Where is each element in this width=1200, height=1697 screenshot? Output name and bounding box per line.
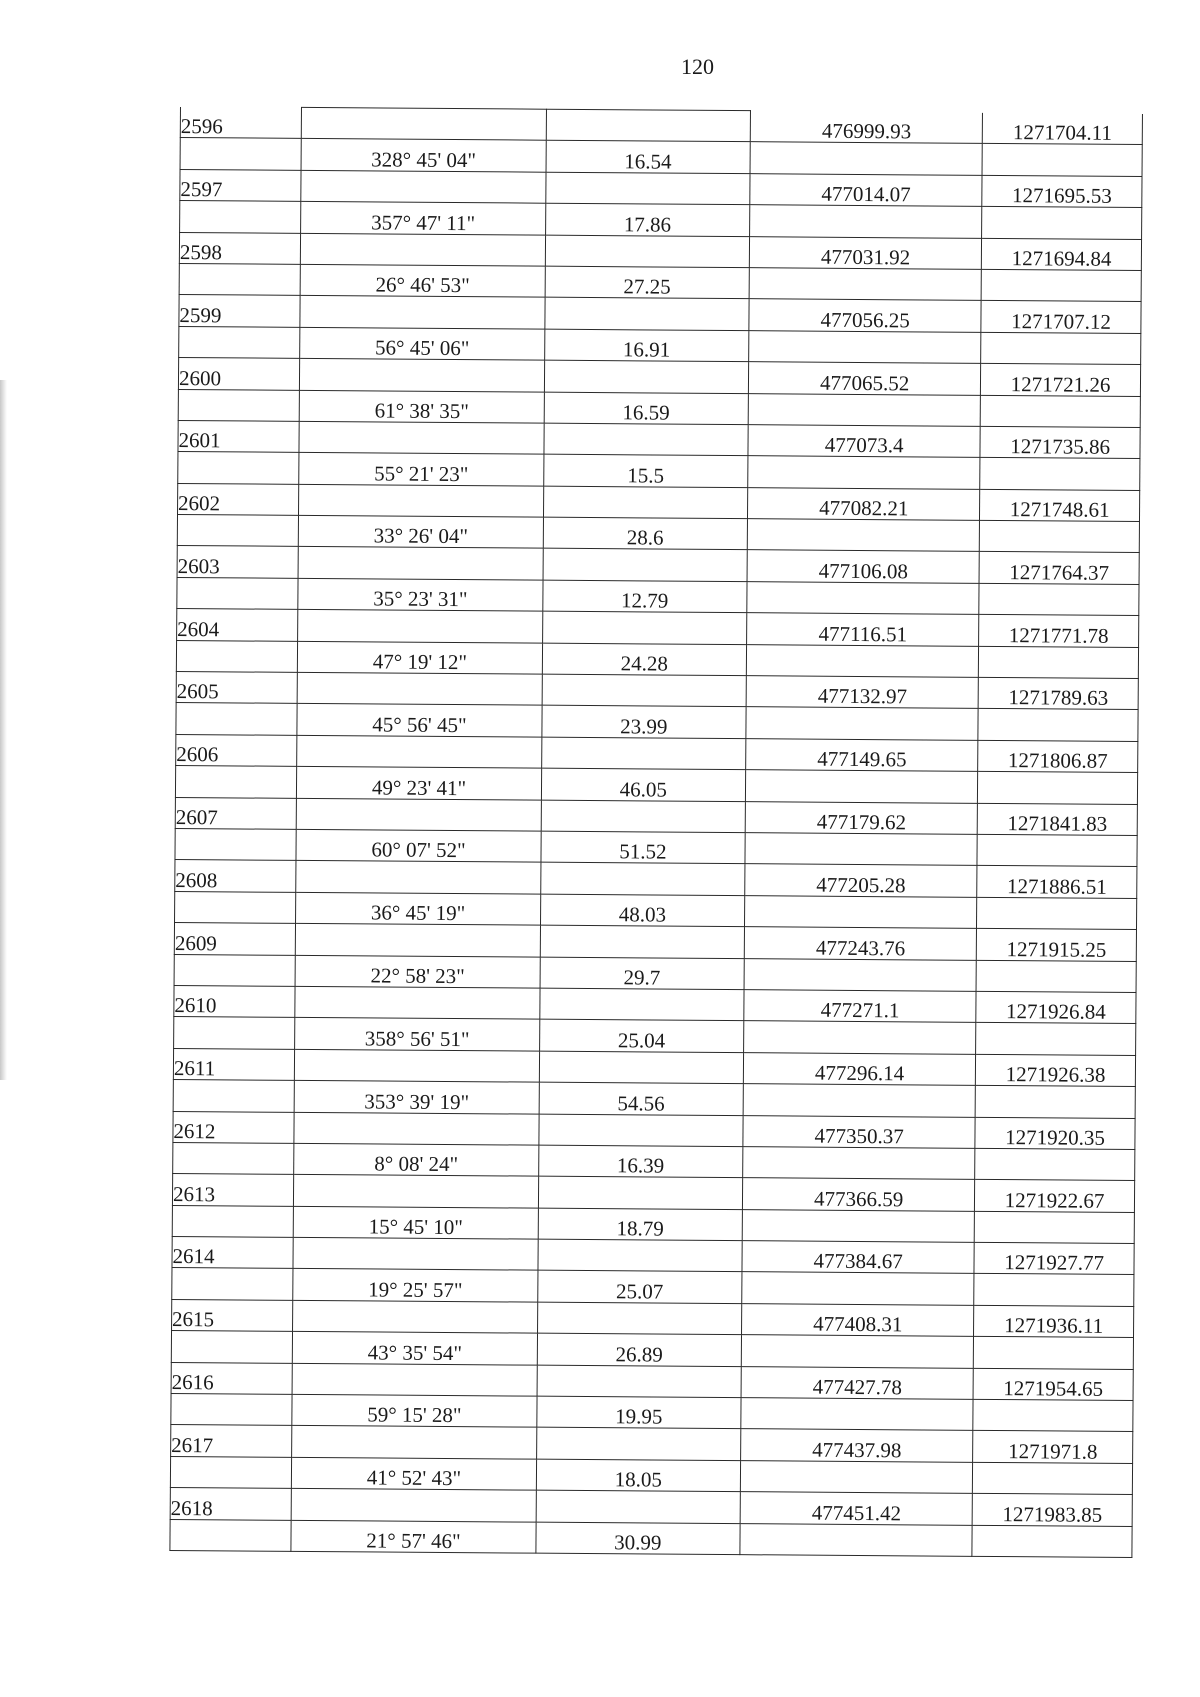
northing-cell-empty bbox=[749, 268, 981, 301]
distance-cell: 25.04 bbox=[539, 1019, 744, 1052]
easting-cell-empty bbox=[982, 144, 1142, 177]
northing-cell-empty bbox=[748, 456, 980, 489]
northing-cell: 477384.67 bbox=[742, 1241, 974, 1274]
bearing-cell-empty bbox=[295, 986, 539, 1019]
easting-cell: 1271936.11 bbox=[974, 1305, 1134, 1338]
northing-cell: 477082.21 bbox=[748, 487, 980, 520]
easting-cell: 1271694.84 bbox=[982, 238, 1142, 271]
station-id-cell-empty bbox=[172, 1268, 294, 1300]
easting-cell-empty bbox=[979, 646, 1139, 679]
northing-cell-empty bbox=[742, 1272, 974, 1305]
distance-cell-empty bbox=[546, 109, 751, 142]
easting-cell-empty bbox=[980, 395, 1140, 428]
distance-cell-empty bbox=[544, 360, 749, 393]
station-id-cell: 2602 bbox=[178, 483, 300, 515]
bearing-cell: 55° 21' 23" bbox=[299, 453, 543, 486]
traverse-table-body bbox=[170, 107, 1143, 1558]
bearing-cell: 15° 45' 10" bbox=[294, 1206, 538, 1239]
station-id-cell: 2598 bbox=[179, 232, 301, 264]
bearing-cell-empty bbox=[301, 170, 545, 203]
distance-cell-empty bbox=[545, 235, 750, 268]
northing-cell-empty bbox=[749, 330, 981, 363]
distance-cell: 48.03 bbox=[540, 894, 745, 927]
station-id-cell-empty bbox=[180, 201, 302, 233]
bearing-cell: 22° 58' 23" bbox=[296, 955, 540, 988]
distance-cell-empty bbox=[543, 486, 748, 519]
scan-edge-shadow bbox=[0, 380, 7, 1080]
distance-cell-empty bbox=[537, 1239, 742, 1272]
easting-cell: 1271704.11 bbox=[982, 112, 1142, 145]
distance-cell: 46.05 bbox=[541, 768, 746, 801]
station-id-cell-empty bbox=[177, 577, 299, 609]
station-id-cell: 2607 bbox=[175, 797, 297, 829]
distance-cell: 18.05 bbox=[536, 1459, 741, 1492]
easting-cell: 1271927.77 bbox=[974, 1242, 1134, 1275]
distance-cell: 16.54 bbox=[546, 141, 751, 174]
bearing-cell: 49° 23' 41" bbox=[297, 767, 541, 800]
easting-cell-empty bbox=[973, 1462, 1133, 1495]
bearing-cell-empty bbox=[297, 735, 541, 768]
northing-cell-empty bbox=[745, 895, 977, 928]
bearing-cell: 33° 26' 04" bbox=[299, 515, 543, 548]
northing-cell: 477014.07 bbox=[750, 173, 982, 206]
bearing-cell: 19° 25' 57" bbox=[293, 1269, 537, 1302]
distance-cell-empty bbox=[536, 1428, 741, 1461]
northing-cell: 477116.51 bbox=[747, 613, 979, 646]
bearing-cell-empty bbox=[298, 672, 542, 705]
station-id-cell-empty bbox=[179, 326, 301, 358]
distance-cell: 16.91 bbox=[544, 329, 749, 362]
station-id-cell-empty bbox=[175, 828, 297, 860]
bearing-cell-empty bbox=[293, 1237, 537, 1270]
easting-cell: 1271971.8 bbox=[973, 1431, 1133, 1464]
easting-cell-empty bbox=[974, 1211, 1134, 1244]
station-id-cell: 2614 bbox=[172, 1237, 294, 1269]
distance-cell-empty bbox=[542, 611, 747, 644]
easting-cell-empty bbox=[979, 583, 1139, 616]
easting-cell: 1271789.63 bbox=[978, 677, 1138, 710]
bearing-cell-empty bbox=[298, 610, 542, 643]
easting-cell: 1271983.85 bbox=[972, 1494, 1132, 1527]
bearing-cell: 358° 56' 51" bbox=[295, 1018, 539, 1051]
easting-cell: 1271707.12 bbox=[981, 301, 1141, 334]
traverse-table bbox=[169, 106, 1143, 1558]
easting-cell: 1271954.65 bbox=[973, 1368, 1133, 1401]
distance-cell-empty bbox=[537, 1365, 742, 1398]
distance-cell: 29.7 bbox=[540, 957, 745, 990]
distance-cell: 51.52 bbox=[540, 831, 745, 864]
distance-cell-empty bbox=[540, 925, 745, 958]
distance-cell-empty bbox=[539, 1051, 744, 1084]
distance-cell-empty bbox=[540, 863, 745, 896]
station-id-cell-empty bbox=[172, 1205, 294, 1237]
northing-cell-empty bbox=[741, 1335, 973, 1368]
northing-cell: 477106.08 bbox=[747, 550, 979, 583]
distance-cell: 19.95 bbox=[536, 1396, 741, 1429]
northing-cell: 477073.4 bbox=[748, 425, 980, 458]
distance-cell-empty bbox=[538, 1114, 743, 1147]
distance-cell-empty bbox=[541, 800, 746, 833]
traverse-table-container bbox=[169, 106, 1143, 1558]
station-id-cell: 2601 bbox=[178, 420, 300, 452]
station-id-cell: 2608 bbox=[175, 860, 297, 892]
station-id-cell: 2618 bbox=[170, 1488, 292, 1520]
bearing-cell: 36° 45' 19" bbox=[296, 892, 540, 925]
northing-cell-empty bbox=[741, 1460, 973, 1493]
distance-cell: 24.28 bbox=[542, 643, 747, 676]
easting-cell: 1271735.86 bbox=[980, 426, 1140, 459]
bearing-cell-empty bbox=[301, 233, 545, 266]
bearing-cell: 328° 45' 04" bbox=[302, 139, 546, 172]
northing-cell-empty bbox=[750, 205, 982, 238]
easting-cell-empty bbox=[975, 1085, 1135, 1118]
bearing-cell-empty bbox=[297, 798, 541, 831]
northing-cell-empty bbox=[748, 393, 980, 426]
station-id-cell: 2605 bbox=[176, 672, 298, 704]
northing-cell-empty bbox=[746, 707, 978, 740]
northing-cell-empty bbox=[742, 1209, 974, 1242]
distance-cell: 12.79 bbox=[542, 580, 747, 613]
distance-cell: 27.25 bbox=[545, 266, 750, 299]
bearing-cell-empty bbox=[299, 484, 543, 517]
station-id-cell-empty bbox=[174, 954, 296, 986]
easting-cell-empty bbox=[974, 1274, 1134, 1307]
station-id-cell-empty bbox=[176, 703, 298, 735]
easting-cell-empty bbox=[979, 520, 1139, 553]
station-id-cell: 2610 bbox=[174, 985, 296, 1017]
bearing-cell: 41° 52' 43" bbox=[292, 1457, 536, 1490]
station-id-cell: 2613 bbox=[172, 1174, 294, 1206]
northing-cell: 477366.59 bbox=[743, 1178, 975, 1211]
northing-cell: 477149.65 bbox=[746, 738, 978, 771]
bearing-cell-empty bbox=[299, 547, 543, 580]
northing-cell-empty bbox=[750, 142, 982, 175]
station-id-cell: 2615 bbox=[172, 1299, 294, 1331]
bearing-cell: 60° 07' 52" bbox=[296, 829, 540, 862]
distance-cell-empty bbox=[542, 674, 747, 707]
northing-cell: 477031.92 bbox=[750, 236, 982, 269]
distance-cell-empty bbox=[543, 549, 748, 582]
bearing-cell-empty bbox=[295, 1049, 539, 1082]
easting-cell-empty bbox=[980, 458, 1140, 491]
easting-cell-empty bbox=[976, 1023, 1136, 1056]
station-id-cell-empty bbox=[171, 1393, 293, 1425]
easting-cell-empty bbox=[981, 332, 1141, 365]
bearing-cell: 357° 47' 11" bbox=[301, 202, 545, 235]
bearing-cell: 45° 56' 45" bbox=[297, 704, 541, 737]
station-id-cell-empty bbox=[173, 1080, 295, 1112]
northing-cell-empty bbox=[746, 770, 978, 803]
distance-cell: 30.99 bbox=[535, 1522, 740, 1555]
northing-cell: 477271.1 bbox=[744, 990, 976, 1023]
bearing-cell: 21° 57' 46" bbox=[291, 1520, 535, 1553]
distance-cell: 26.89 bbox=[537, 1333, 742, 1366]
page-number: 120 bbox=[681, 54, 714, 79]
bearing-cell-empty bbox=[296, 861, 540, 894]
station-id-cell: 2599 bbox=[179, 295, 301, 327]
northing-cell: 477350.37 bbox=[743, 1115, 975, 1148]
distance-cell: 28.6 bbox=[543, 517, 748, 550]
station-id-cell-empty bbox=[175, 766, 297, 798]
northing-cell: 477205.28 bbox=[745, 864, 977, 897]
station-id-cell-empty bbox=[178, 389, 300, 421]
easting-cell: 1271841.83 bbox=[977, 803, 1137, 836]
bearing-cell-empty bbox=[294, 1112, 538, 1145]
bearing-cell: 61° 38' 35" bbox=[300, 390, 544, 423]
bearing-cell-empty bbox=[293, 1300, 537, 1333]
distance-cell-empty bbox=[539, 988, 744, 1021]
northing-cell-empty bbox=[747, 519, 979, 552]
bearing-cell: 43° 35' 54" bbox=[293, 1332, 537, 1365]
bearing-cell-empty bbox=[292, 1426, 536, 1459]
distance-cell: 15.5 bbox=[543, 454, 748, 487]
bearing-cell: 26° 46' 53" bbox=[301, 264, 545, 297]
easting-cell-empty bbox=[981, 269, 1141, 302]
easting-cell: 1271922.67 bbox=[975, 1180, 1135, 1213]
station-id-cell: 2596 bbox=[180, 107, 302, 139]
bearing-cell-empty bbox=[293, 1363, 537, 1396]
station-id-cell: 2616 bbox=[171, 1362, 293, 1394]
bearing-cell: 353° 39' 19" bbox=[295, 1080, 539, 1113]
station-id-cell: 2600 bbox=[178, 358, 300, 390]
distance-cell-empty bbox=[537, 1302, 742, 1335]
northing-cell-empty bbox=[747, 582, 979, 615]
easting-cell-empty bbox=[975, 1148, 1135, 1181]
station-id-cell-empty bbox=[173, 1142, 295, 1174]
northing-cell: 477427.78 bbox=[741, 1366, 973, 1399]
bearing-cell-empty bbox=[300, 296, 544, 329]
bearing-cell-empty bbox=[300, 359, 544, 392]
northing-cell-empty bbox=[743, 1147, 975, 1180]
northing-cell-empty bbox=[745, 833, 977, 866]
station-id-cell: 2604 bbox=[177, 609, 299, 641]
northing-cell: 477408.31 bbox=[742, 1303, 974, 1336]
northing-cell: 477065.52 bbox=[749, 362, 981, 395]
distance-cell-empty bbox=[543, 423, 748, 456]
distance-cell-empty bbox=[545, 172, 750, 205]
northing-cell: 477437.98 bbox=[741, 1429, 973, 1462]
northing-cell: 477451.42 bbox=[740, 1492, 972, 1525]
northing-cell-empty bbox=[743, 1084, 975, 1117]
easting-cell-empty bbox=[973, 1337, 1133, 1370]
station-id-cell-empty bbox=[176, 640, 298, 672]
bearing-cell: 59° 15' 28" bbox=[292, 1394, 536, 1427]
station-id-cell-empty bbox=[171, 1331, 293, 1363]
distance-cell: 23.99 bbox=[541, 706, 746, 739]
easting-cell-empty bbox=[978, 709, 1138, 742]
station-id-cell: 2611 bbox=[173, 1048, 295, 1080]
distance-cell: 18.79 bbox=[538, 1208, 743, 1241]
easting-cell: 1271771.78 bbox=[979, 615, 1139, 648]
station-id-cell: 2597 bbox=[180, 169, 302, 201]
station-id-cell: 2617 bbox=[171, 1425, 293, 1457]
easting-cell-empty bbox=[978, 772, 1138, 805]
station-id-cell-empty bbox=[170, 1519, 292, 1551]
distance-cell: 16.59 bbox=[544, 392, 749, 425]
distance-cell-empty bbox=[536, 1490, 741, 1523]
easting-cell-empty bbox=[973, 1399, 1133, 1432]
distance-cell: 16.39 bbox=[538, 1145, 743, 1178]
easting-cell: 1271920.35 bbox=[975, 1117, 1135, 1150]
easting-cell: 1271926.84 bbox=[976, 991, 1136, 1024]
northing-cell: 477243.76 bbox=[744, 927, 976, 960]
bearing-cell-empty bbox=[299, 421, 543, 454]
northing-cell-empty bbox=[744, 958, 976, 991]
northing-cell-empty bbox=[741, 1398, 973, 1431]
distance-cell: 25.07 bbox=[537, 1271, 742, 1304]
northing-cell: 477056.25 bbox=[749, 299, 981, 332]
easting-cell: 1271721.26 bbox=[981, 364, 1141, 397]
bearing-cell: 56° 45' 06" bbox=[300, 327, 544, 360]
northing-cell-empty bbox=[740, 1523, 972, 1556]
station-id-cell-empty bbox=[180, 138, 302, 170]
distance-cell-empty bbox=[544, 298, 749, 331]
bearing-cell: 35° 23' 31" bbox=[298, 578, 542, 611]
northing-cell: 477179.62 bbox=[745, 801, 977, 834]
northing-cell: 477132.97 bbox=[746, 676, 978, 709]
station-id-cell: 2609 bbox=[174, 923, 296, 955]
station-id-cell-empty bbox=[177, 515, 299, 547]
bearing-cell: 47° 19' 12" bbox=[298, 641, 542, 674]
easting-cell-empty bbox=[982, 207, 1142, 240]
easting-cell-empty bbox=[977, 897, 1137, 930]
distance-cell: 54.56 bbox=[539, 1082, 744, 1115]
northing-cell-empty bbox=[747, 644, 979, 677]
station-id-cell-empty bbox=[178, 452, 300, 484]
easting-cell-empty bbox=[976, 960, 1136, 993]
easting-cell: 1271915.25 bbox=[976, 929, 1136, 962]
station-id-cell-empty bbox=[175, 891, 297, 923]
easting-cell-empty bbox=[972, 1525, 1132, 1558]
distance-cell-empty bbox=[538, 1176, 743, 1209]
easting-cell: 1271695.53 bbox=[982, 175, 1142, 208]
station-id-cell-empty bbox=[174, 1017, 296, 1049]
station-id-cell: 2603 bbox=[177, 546, 299, 578]
station-id-cell: 2606 bbox=[176, 734, 298, 766]
distance-cell: 17.86 bbox=[545, 203, 750, 236]
northing-cell: 476999.93 bbox=[750, 111, 982, 144]
bearing-cell-empty bbox=[294, 1175, 538, 1208]
northing-cell: 477296.14 bbox=[744, 1052, 976, 1085]
station-id-cell-empty bbox=[170, 1456, 292, 1488]
easting-cell: 1271764.37 bbox=[979, 552, 1139, 585]
bearing-cell: 8° 08' 24" bbox=[294, 1143, 538, 1176]
easting-cell-empty bbox=[977, 834, 1137, 867]
bearing-cell-empty bbox=[292, 1489, 536, 1522]
easting-cell: 1271806.87 bbox=[978, 740, 1138, 773]
easting-cell: 1271748.61 bbox=[980, 489, 1140, 522]
bearing-cell-empty bbox=[296, 924, 540, 957]
table-row bbox=[170, 1519, 1132, 1557]
station-id-cell-empty bbox=[179, 263, 301, 295]
bearing-cell-empty bbox=[302, 107, 546, 140]
northing-cell-empty bbox=[744, 1021, 976, 1054]
easting-cell: 1271886.51 bbox=[977, 866, 1137, 899]
distance-cell-empty bbox=[541, 737, 746, 770]
station-id-cell: 2612 bbox=[173, 1111, 295, 1143]
easting-cell: 1271926.38 bbox=[976, 1054, 1136, 1087]
